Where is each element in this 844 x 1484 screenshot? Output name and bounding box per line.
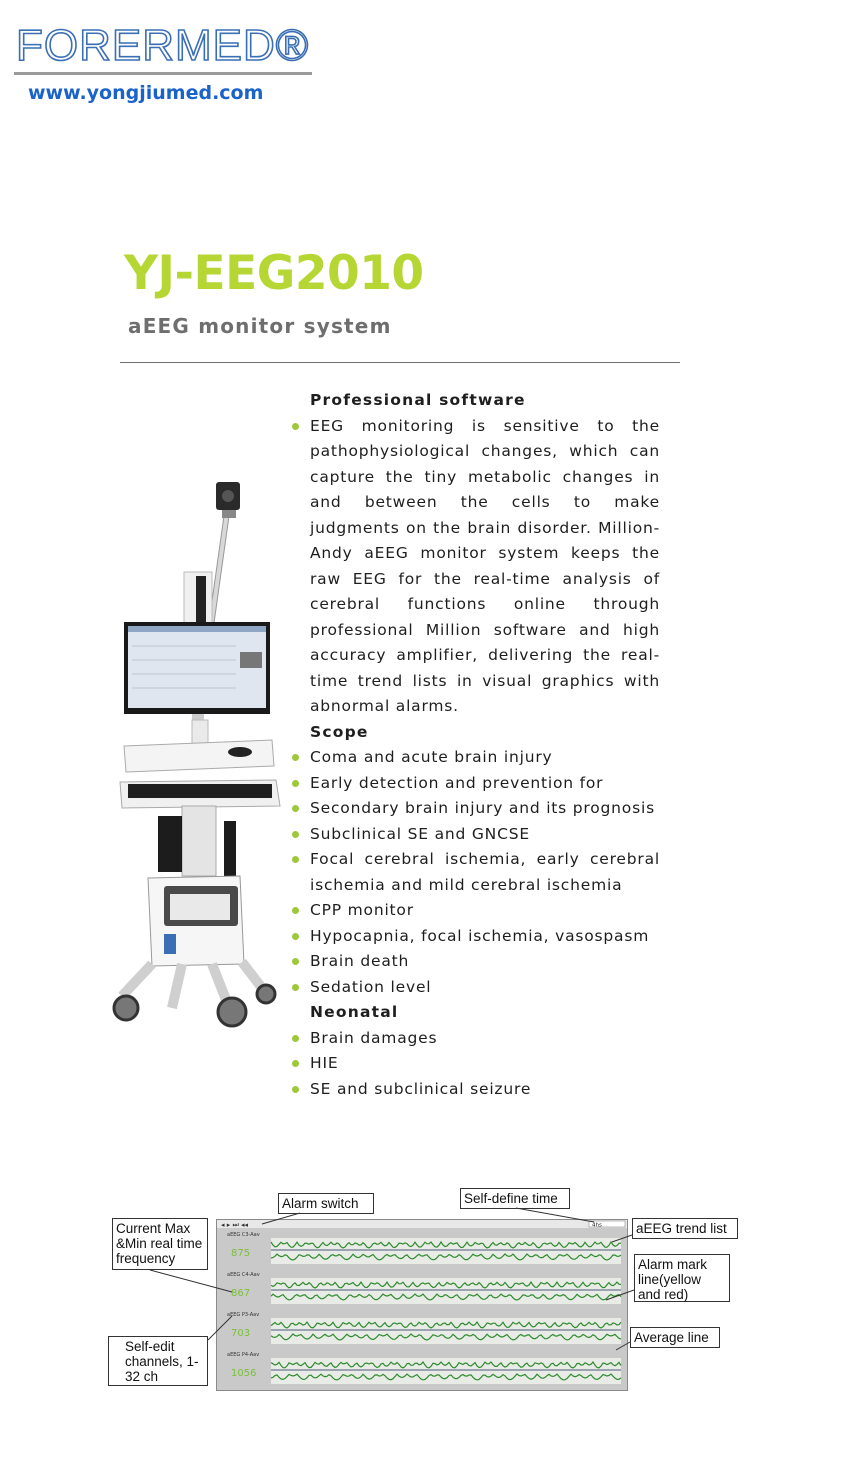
callout-alarm-switch: Alarm switch	[278, 1193, 374, 1214]
callout-alarm-mark-line: Alarm mark line(yellow and red)	[634, 1254, 730, 1302]
channel-frequency-value: 703	[231, 1328, 251, 1339]
scope-item: Focal cerebral ischemia, early cerebral ischemia and mild cerebral ischemia	[288, 847, 660, 898]
scope-heading: Scope	[310, 722, 369, 741]
software-heading: Professional software	[310, 391, 526, 409]
website-link[interactable]: www.yongjiumed.com	[28, 82, 264, 104]
channel-label[interactable]: aEEG P4-Aav	[227, 1352, 260, 1358]
scope-item: Subclinical SE and GNCSE	[288, 822, 660, 848]
neonatal-item: HIE	[288, 1051, 660, 1077]
product-subtitle: aEEG monitor system	[128, 314, 392, 338]
neonatal-item: SE and subclinical seizure	[288, 1077, 660, 1103]
channel-frequency-value: 1056	[231, 1368, 257, 1379]
toolbar-icons: ◂ ▸ ⏭ ◂◂	[221, 1221, 249, 1229]
callout-self-define-time: Self-define time	[460, 1188, 570, 1209]
neonatal-item: Brain damages	[288, 1026, 660, 1052]
callout-average-line: Average line	[630, 1327, 720, 1348]
software-paragraph: EEG monitoring is sensitive to the pathophysiological changes, which can capture the tiny metabolic changes in and between the cells to make judgments on the brain disorder. Million-Andy aEEG monitor system keeps the raw EEG for the real-time analysis of cerebral functions online through professional Million software and high accuracy amplifier, delivering the real-time trend lists in visual graphics with abnormal alarms.	[288, 414, 660, 720]
channel-label[interactable]: aEEG P3-Aav	[227, 1312, 260, 1318]
scope-item: Brain death	[288, 949, 660, 975]
scope-item: Hypocapnia, focal ischemia, vasospasm	[288, 924, 660, 950]
product-title: YJ-EEG2010	[124, 246, 424, 301]
neonatal-heading: Neonatal	[310, 1003, 399, 1021]
brand-logo: FORERMED®	[16, 21, 310, 70]
scope-item: Secondary brain injury and its prognosis	[288, 796, 660, 822]
channel-label[interactable]: aEEG C4-Aav	[227, 1272, 260, 1278]
callout-self-edit-channels: Self-edit channels, 1-32 ch	[108, 1336, 208, 1386]
channel-frequency-value: 875	[231, 1248, 251, 1259]
scope-item: CPP monitor	[288, 898, 660, 924]
scope-item: Sedation level	[288, 975, 660, 1001]
callout-current-frequency: Current Max &Min real time frequency	[112, 1218, 208, 1270]
channel-label[interactable]: aEEG C3-Aav	[227, 1232, 260, 1238]
time-select-value: 4hs	[592, 1222, 602, 1229]
scope-item: Early detection and prevention for	[288, 771, 660, 797]
callout-aeeg-trend-list: aEEG trend list	[632, 1218, 738, 1239]
channel-frequency-value: 867	[231, 1288, 251, 1299]
scope-item: Coma and acute brain injury	[288, 745, 660, 771]
